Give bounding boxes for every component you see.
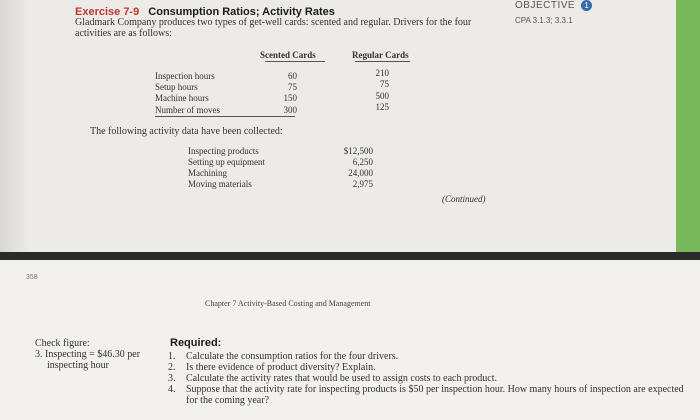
check-figure-title: Check figure: <box>35 338 90 349</box>
item-text: Suppose that the activity rate for inspecting products is $50 per inspection hour. How many hours of inspection are expected for the coming year? <box>186 384 684 406</box>
item-number: 3. <box>168 373 176 384</box>
driver-row-label: Number of moves <box>155 105 220 115</box>
continued-note: (Continued) <box>442 194 486 204</box>
activity-cost-value: $12,500 <box>343 146 373 156</box>
item-number: 4. <box>168 384 176 395</box>
header-rule-scented <box>265 61 325 62</box>
driver-regular-value: 210 <box>375 68 389 78</box>
required-list <box>168 351 690 406</box>
activity-row-label: Moving materials <box>188 179 252 189</box>
activity-row-label: Setting up equipment <box>188 157 265 167</box>
driver-scented-value: 75 <box>288 82 297 92</box>
activity-cost-value: 6,250 <box>352 157 373 167</box>
chapter-footer: Chapter 7 Activity-Based Costing and Management <box>205 299 371 308</box>
item-number: 1. <box>168 351 176 362</box>
activity-row-label: Inspecting products <box>188 146 259 156</box>
cpa-reference: CPA 3.1.3; 3.3.1 <box>515 16 573 25</box>
table-bottom-rule <box>155 116 295 117</box>
check-figure <box>35 338 140 371</box>
driver-row-label: Machine hours <box>155 93 209 103</box>
driver-scented-value: 300 <box>283 105 297 115</box>
driver-scented-value: 150 <box>283 93 297 103</box>
list-item <box>168 384 690 406</box>
objective-text: OBJECTIVE <box>515 0 576 12</box>
driver-regular-value: 500 <box>375 91 389 101</box>
required-heading: Required: <box>170 337 222 349</box>
exercise-number: Exercise 7-9 <box>75 6 140 18</box>
exercise-intro: Gladmark Company produces two types of get-well cards: scented and regular. Drivers for the four activities are as follows: <box>75 17 472 39</box>
page-number: 358 <box>26 274 38 281</box>
driver-scented-value: 60 <box>288 71 297 81</box>
list-item <box>168 373 690 384</box>
driver-row-label: Inspection hours <box>155 71 215 81</box>
item-text: Calculate the activity rates that would be used to assign costs to each product. <box>186 373 498 384</box>
check-figure-line: 3. Inspecting = $46.30 per <box>35 349 141 360</box>
item-text: Calculate the consumption ratios for the four drivers. <box>186 351 399 362</box>
driver-regular-value: 125 <box>375 102 389 112</box>
activity-cost-value: 24,000 <box>348 168 373 178</box>
objective-badge: 1 <box>581 0 592 11</box>
driver-regular-value: 75 <box>380 79 389 89</box>
chapter-color-tab <box>676 0 700 252</box>
check-figure-line: inspecting hour <box>47 360 109 371</box>
col-header-regular: Regular Cards <box>352 50 409 60</box>
page-shadow <box>0 0 30 252</box>
header-rule-regular <box>355 61 410 62</box>
objective-label <box>515 0 592 11</box>
driver-row-label: Setup hours <box>155 82 198 92</box>
activity-cost-value: 2,975 <box>352 179 373 189</box>
item-number: 2. <box>168 362 176 373</box>
list-item <box>168 362 690 373</box>
col-header-scented: Scented Cards <box>260 50 316 60</box>
exercise-heading: Consumption Ratios; Activity Rates <box>148 6 335 18</box>
activity-row-label: Machining <box>188 168 227 178</box>
activity-intro: The following activity data have been collected: <box>90 126 283 137</box>
list-item <box>168 351 690 362</box>
item-text: Is there evidence of product diversity? Explain. <box>186 362 376 373</box>
